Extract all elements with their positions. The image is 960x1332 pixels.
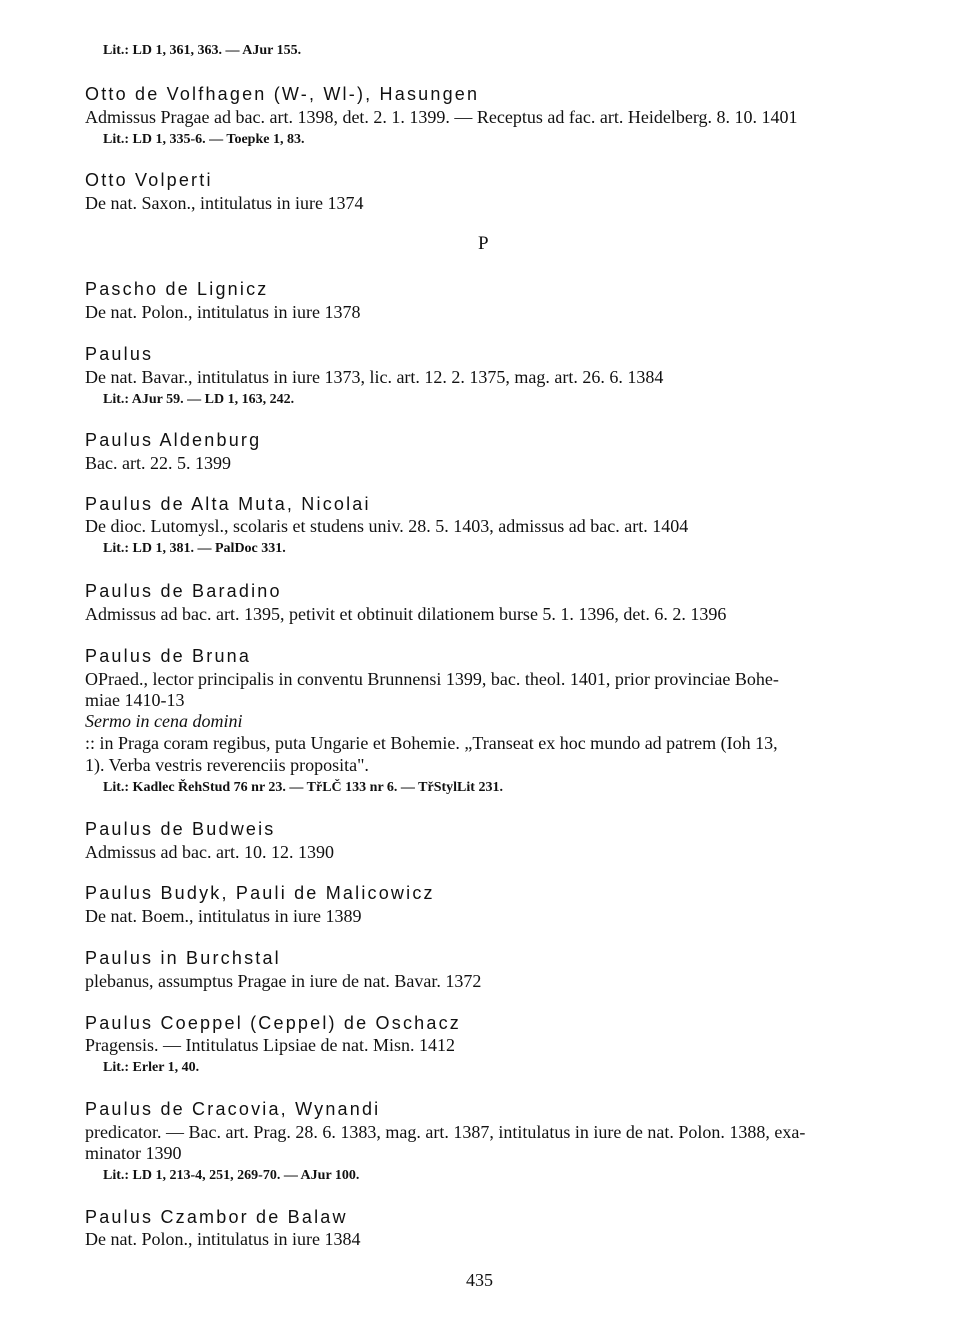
entry-text: De nat. Bavar., intitulatus in iure 1373, lic. art. 12. 2. 1375, mag. art. 26. 6. 1384 xyxy=(85,367,664,387)
entry-literature: Lit.: LD 1, 381. — PalDoc 331. xyxy=(103,541,286,556)
entry-literature: Lit.: LD 1, 335-6. — Toepke 1, 83. xyxy=(103,132,305,147)
entry-text: De dioc. Lutomysl., scolaris et studens univ. 28. 5. 1403, admissus ad bac. art. 1404 xyxy=(85,516,689,536)
entry-text: plebanus, assumptus Pragae in iure de nat. Bavar. 1372 xyxy=(85,971,482,991)
entry-text: De nat. Polon., intitulatus in iure 1384 xyxy=(85,1229,361,1249)
work-title: Sermo in cena domini xyxy=(85,711,243,731)
entry-text: miae 1410-13 xyxy=(85,690,185,710)
entry-text: minator 1390 xyxy=(85,1143,182,1163)
entry-name: Paulus Aldenburg xyxy=(85,430,262,450)
entry-literature: Lit.: Erler 1, 40. xyxy=(103,1060,200,1075)
entry-text: Pragensis. — Intitulatus Lipsiae de nat. Misn. 1412 xyxy=(85,1035,455,1055)
entry-text: Bac. art. 22. 5. 1399 xyxy=(85,453,231,473)
entry-text: De nat. Saxon., intitulatus in iure 1374 xyxy=(85,193,364,213)
entry-text: :: in Praga coram regibus, puta Ungarie et Bohemie. „Transeat ex hoc mundo ad patrem (Ioh 13, xyxy=(85,733,778,753)
entry-name: Pascho de Lignicz xyxy=(85,279,269,299)
top-literature-line: Lit.: LD 1, 361, 363. — AJur 155. xyxy=(103,43,302,58)
entry-name: Paulus de Bruna xyxy=(85,646,252,666)
entry-text: Admissus ad bac. art. 10. 12. 1390 xyxy=(85,842,334,862)
entry-text: OPraed., lector principalis in conventu Brunnensi 1399, bac. theol. 1401, prior provinciae Bohe- xyxy=(85,669,779,689)
entry-name: Paulus xyxy=(85,344,154,364)
entry-literature: Lit.: Kadlec ŘehStud 76 nr 23. — TřLČ 133 nr 6. — TřStylLit 231. xyxy=(103,780,503,795)
entry-name: Paulus Czambor de Balaw xyxy=(85,1207,348,1227)
entry-name: Paulus de Alta Muta, Nicolai xyxy=(85,494,371,514)
entry-text: predicator. — Bac. art. Prag. 28. 6. 1383, mag. art. 1387, intitulatus in iure de nat. Polon. 1388, exa- xyxy=(85,1122,806,1142)
entry-text: Admissus ad bac. art. 1395, petivit et obtinuit dilationem burse 5. 1. 1396, det. 6. 2. 1396 xyxy=(85,604,727,624)
entry-name: Paulus de Budweis xyxy=(85,819,276,839)
entry-name: Paulus in Burchstal xyxy=(85,948,281,968)
entry-name: Paulus Coeppel (Ceppel) de Oschacz xyxy=(85,1013,461,1033)
entry-text: 1). Verba vestris reverenciis proposita". xyxy=(85,755,369,775)
entry-name: Paulus Budyk, Pauli de Malicowicz xyxy=(85,883,435,903)
entry-name: Paulus de Baradino xyxy=(85,581,282,601)
page-number: 435 xyxy=(466,1270,493,1290)
entry-literature: Lit.: AJur 59. — LD 1, 163, 242. xyxy=(103,392,295,407)
entry-name: Otto de Volfhagen (W-, Wl-), Hasungen xyxy=(85,84,480,104)
entry-text: De nat. Polon., intitulatus in iure 1378 xyxy=(85,302,361,322)
section-letter: P xyxy=(478,233,489,254)
entry-literature: Lit.: LD 1, 213-4, 251, 269-70. — AJur 100. xyxy=(103,1168,360,1183)
entry-text: Admissus Pragae ad bac. art. 1398, det. 2. 1. 1399. — Receptus ad fac. art. Heidelberg. 8. 10. 1401 xyxy=(85,107,798,127)
entry-name: Paulus de Cracovia, Wynandi xyxy=(85,1099,381,1119)
entry-name: Otto Volperti xyxy=(85,170,213,190)
entry-text: De nat. Boem., intitulatus in iure 1389 xyxy=(85,906,362,926)
